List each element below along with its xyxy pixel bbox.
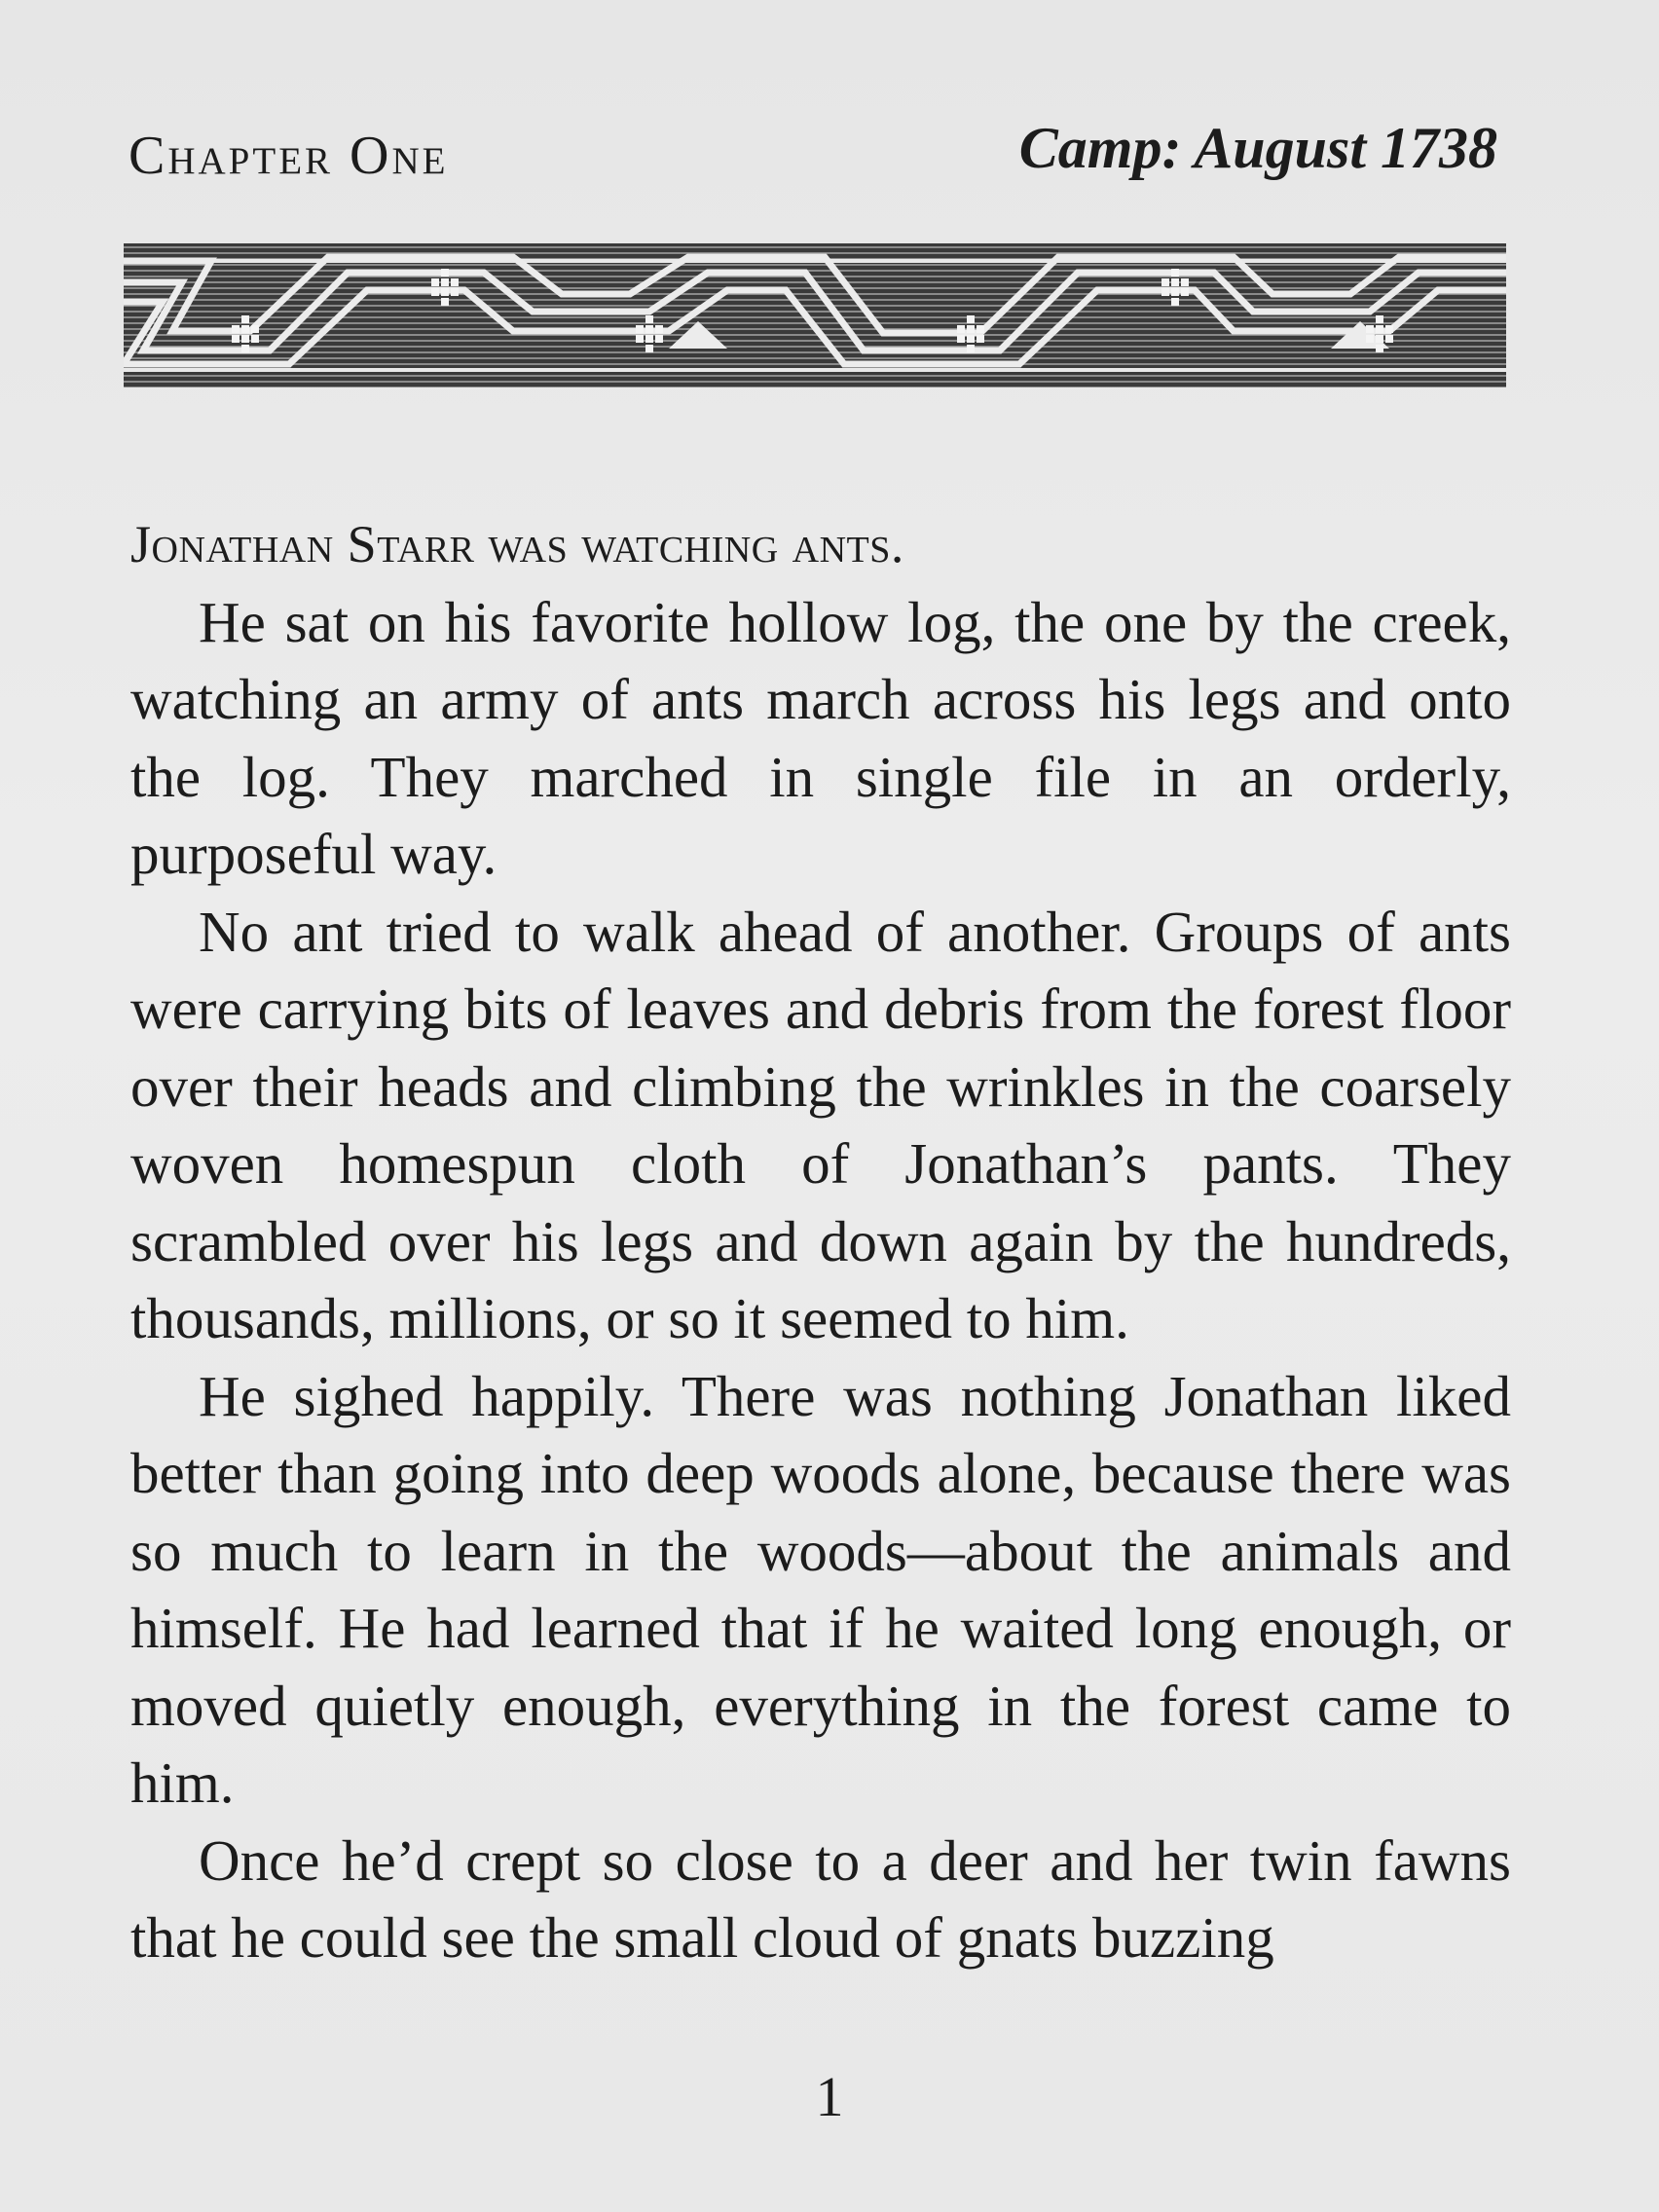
paragraph: He sat on his favorite hollow log, the one by the creek, watching an army of ants march across his legs and onto the log. They marched in single file in an orderly, purposeful way. [130,589,1511,886]
paragraph: He sighed happily. There was nothing Jonathan liked better than going into deep woods alone, because there was so much to learn in the woods—about the animals and himself. He had learned that if he waited long enough, or moved quietly enough, everything in the forest came to him. [130,1363,1511,1815]
geometric-zigzag-border-icon [124,243,1506,387]
paragraph: Once he’d crept so close to a deer and her twin fawns that he could see the small cloud of gnats buzzing [130,1827,1511,1970]
chapter-body [130,506,1511,1977]
page-number: 1 [815,2065,844,2128]
paragraph: No ant tried to walk ahead of another. Groups of ants were carrying bits of leaves and debris from the forest floor over their heads and climbing the wrinkles in the coarsely woven homespun cloth of Jonathan’s pants. They scrambled over his legs and down again by the hundreds, thousands, millions, or so it seemed to him. [130,899,1511,1350]
chapter-label: Chapter One [129,126,449,186]
opening-line: Jonathan Starr was watching ants. [130,515,904,573]
chapter-subtitle: Camp: August 1738 [1018,116,1497,180]
